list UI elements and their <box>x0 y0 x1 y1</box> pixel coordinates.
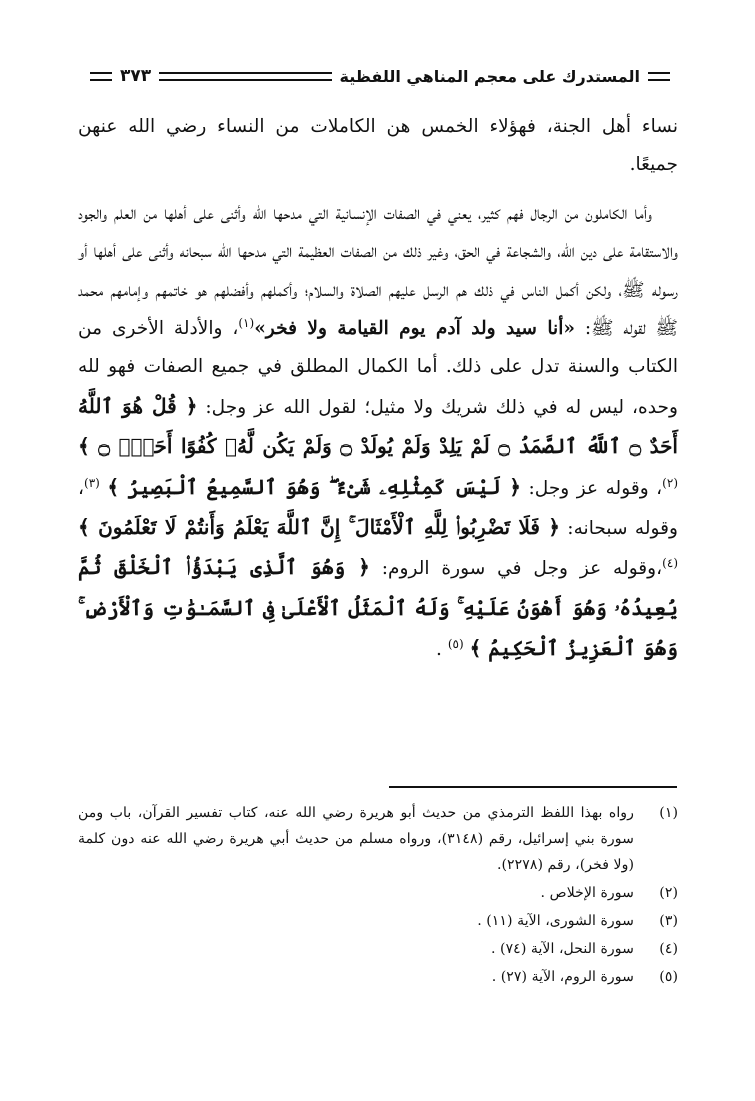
footnote-text: سورة النحل، الآية (٧٤) . <box>491 941 634 957</box>
footnotes <box>78 800 678 992</box>
footnote-ref-1[interactable]: (١) <box>238 315 255 330</box>
header-rule-left <box>90 72 112 81</box>
footnote-text: سورة الإخلاص . <box>540 885 634 901</box>
page-number: ٣٧٣ <box>120 66 152 86</box>
paragraph-2-text-d: ، وقوله سبحانه: <box>78 477 678 540</box>
footnote-item <box>78 936 678 962</box>
footnote-ref-5[interactable]: (٥) <box>447 637 464 652</box>
footnote-item <box>78 800 678 878</box>
quran-verse-2: ﴿ لَيْسَ كَمِثْلِهِۦ شَىْءٌ ۖ وَهُوَ ٱلسَّمِيعُ ٱلْبَصِيرُ ﴾ <box>107 474 521 499</box>
header-rule-middle <box>159 72 331 81</box>
paragraph-2-text-a: وأما الكاملون من الرجال فهم كثير، يعني في الصفات الإنسانية التي مدحها الله وأثنى على أهلها من العلم والجود والاستقامة على دين الله، والشجاعة في الحق، وغير ذلك من الصفات العظيمة التي مدحها الله سبحانه وأثنى على أهلها أو رسوله ﷺ، ولكن أكمل الناس في ذلك هم الرسل عليهم الصلاة والسلام؛ وأكملهم وأفضلهم هو خاتمهم وإمامهم محمد ﷺ لقوله ﷺ: <box>78 202 679 340</box>
footnote-ref-4[interactable]: (٤) <box>662 556 678 571</box>
main-text <box>78 108 678 670</box>
paragraph-2-end: . <box>436 639 448 661</box>
footnote-ref-2[interactable]: (٢) <box>662 475 678 490</box>
footnote-number: (٣) <box>659 913 678 929</box>
quran-verse-3: ﴿ فَلَا تَضْرِبُوا۟ لِلَّهِ ٱلْأَمْثَالَ ۚ إِنَّ ٱللَّهَ يَعْلَمُ وَأَنتُمْ لَا تَعْلَمُونَ ﴾ <box>78 515 561 540</box>
footnote-item <box>78 908 678 934</box>
footnote-text: سورة الروم، الآية (٢٧) . <box>491 969 634 985</box>
footnote-number: (١) <box>659 805 678 821</box>
footnote-ref-3[interactable]: (٣) <box>84 475 100 490</box>
quran-verse-4: ﴿ وَهُوَ ٱلَّذِى يَبْدَؤُا۟ ٱلْخَلْقَ ثُمَّ يُعِيدُهُۥ وَهُوَ أَهْوَنُ عَلَيْهِ ۚ وَلَهُ ٱلْمَثَلُ ٱلْأَعْلَىٰ فِى ٱلسَّمَـٰوَٰتِ وَٱلْأَرْضِ ۚ وَهُوَ ٱلْعَزِيزُ ٱلْحَكِيمُ ﴾ <box>78 555 678 661</box>
book-title: المستدرك على معجم المناهي اللفظية <box>339 66 640 86</box>
paragraph-2-text-e: ،وقوله عز وجل في سورة الروم: <box>369 558 663 580</box>
paragraph-1: نساء أهل الجنة، فهؤلاء الخمس هن الكاملات من النساء رضي الله عنهن جميعًا. <box>78 116 678 176</box>
running-header <box>90 56 670 96</box>
footnote-number: (٥) <box>659 969 678 985</box>
footnote-text: سورة الشورى، الآية (١١) . <box>477 913 634 929</box>
paragraph-2-text-b: ، والأدلة الأخرى من الكتاب والسنة تدل على ذلك. أما الكمال المطلق في جميع الصفات فهو لله وحده، ليس له في ذلك شريك ولا مثيل؛ لقول الله عز وجل: <box>78 318 678 418</box>
footnote-number: (٢) <box>659 885 678 901</box>
header-rule-right <box>648 72 670 81</box>
footnote-number: (٤) <box>659 941 678 957</box>
hadith-quote: «أنا سيد ولد آدم يوم القيامة ولا فخر» <box>254 318 575 340</box>
footnote-text: رواه بهذا اللفظ الترمذي من حديث أبو هريرة رضي الله عنه، كتاب تفسير القرآن، باب ومن سورة بني إسرائيل، رقم (٣١٤٨)، ورواه مسلم من حديث أبي هريرة رضي الله عنه دون كلمة (ولا فخر)، رقم (٢٢٧٨). <box>78 805 635 873</box>
paragraph-2 <box>78 195 678 670</box>
footnote-separator <box>389 786 677 788</box>
footnote-item <box>78 964 678 990</box>
footnote-item <box>78 880 678 906</box>
paragraph-2-text-c: ، وقوله عز وجل: <box>521 477 663 499</box>
quran-verse-1: ﴿ قُلْ هُوَ ٱللَّهُ أَحَدٌ ۝ ٱللَّهُ ٱلصَّمَدُ ۝ لَمْ يَلِدْ وَلَمْ يُولَدْ ۝ وَلَمْ يَكُن لَّهُۥ كُفُوًا أَحَدٌۢ ۝ ﴾ <box>78 393 678 459</box>
